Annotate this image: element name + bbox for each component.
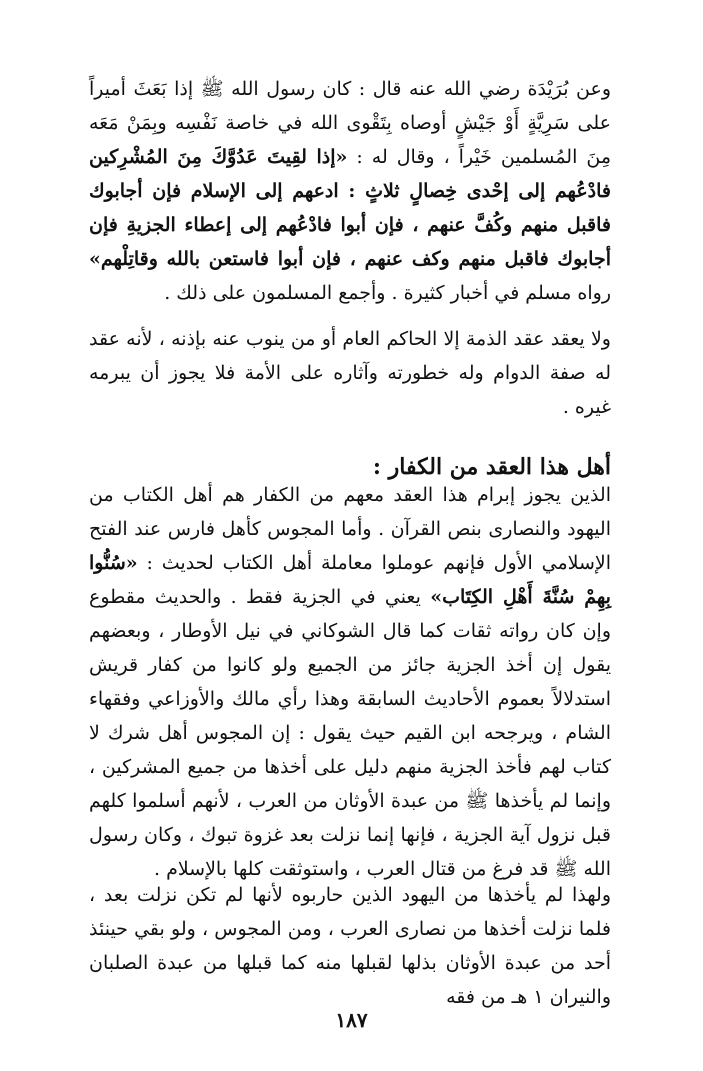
- hadith-magians-bold: «سُنُّوا بِهِمْ سُنَّةَ أَهْلِ الكِتَاب»: [89, 552, 611, 608]
- paragraph-3-part-b: يعني في الجزية فقط . والحديث مقطوع وإن كان رواته ثقات كما قال الشوكاني في نيل الأوطار ، وبعضهم يقول إن أخذ الجزية جائز من الجميع ولو كانوا من كفار قريش استدلالاً بعموم الأحاديث السابقة وهذا رأي مالك والأوزاعي وفقهاء الشام ، ويرجحه ابن القيم حيث يقول : إن المجوس أهل شرك لا كتاب لهم فأخذ الجزية منهم دليل على أخذها من جميع المشركين ، وإنما لم يأخذها ﷺ من عبدة الأوثان من العرب ، لأنهم أسلموا كلهم قبل نزول آية الجزية ، فإنها إنما نزلت بعد غزوة تبوك ، وكان رسول الله ﷺ قد فرغ من قتال العرب ، واستوثقت كلها بالإسلام .: [89, 586, 611, 880]
- paragraph-dhimma-contract: ولا يعقد عقد الذمة إلا الحاكم العام أو من ينوب عنه بإذنه ، لأنه عقد له صفة الدوام وله خطورته وآثاره على الأمة فلا يجوز أن يبرمه غيره .: [89, 328, 611, 418]
- paragraph-1-intro: وعن بُرَيْدَة رضي الله عنه قال : كان رسول الله ﷺ إذا بَعَثَ أميراً على سَرِيَّةٍ أَوْ جَيْشٍ أوصاه بِتَقْوى الله في خاصة نَفْسِه وبِمَنْ مَعَه مِنَ المُسلمين خَيْراً ، وقال له :: [89, 78, 611, 168]
- paragraph-buraydah-hadith: [89, 72, 611, 310]
- section-heading: أهل هذا العقد من الكفار :: [372, 454, 611, 480]
- page-number: ١٨٧: [335, 1008, 368, 1032]
- paragraph-1-outro: رواه مسلم في أخبار كثيرة . وأجمع المسلمون على ذلك .: [164, 282, 611, 304]
- paragraph-3-part-a: الذين يجوز إبرام هذا العقد معهم من الكفار هم أهل الكتاب من اليهود والنصارى بنص القرآن . وأما المجوس كأهل فارس عند الفتح الإسلامي الأول فإنهم عوملوا معاملة أهل الكتاب لحديث :: [89, 484, 612, 574]
- paragraph-jews-jizya: ولهذا لم يأخذها من اليهود الذين حاربوه لأنها لم تكن نزلت بعد ، فلما نزلت أخذها من نصارى العرب ، ومن المجوس ، ولو بقي حينئذ أحد من عبدة الأوثان بذلها لقبلها منه كما قبلها من عبدة الصلبان والنيران ١ هـ من فقه: [89, 884, 611, 1008]
- hadith-quote-bold: «إذا لقِيتَ عَدُوَّكَ مِنَ المُشْرِكين فادْعُهم إلى إحْدى خِصالٍ ثلاثٍ : ادعهم إلى الإسلام فإن أجابوك فاقبل منهم وكُفَّ عنهم ، فإن أبوا فادْعُهم إلى إعطاء الجزيةِ فإن أجابوك فاقبل منهم وكف عنهم ، فإن أبوا فاستعن بالله وقاتِلْهم»: [89, 146, 611, 270]
- paragraph-people-of-contract: [89, 478, 611, 886]
